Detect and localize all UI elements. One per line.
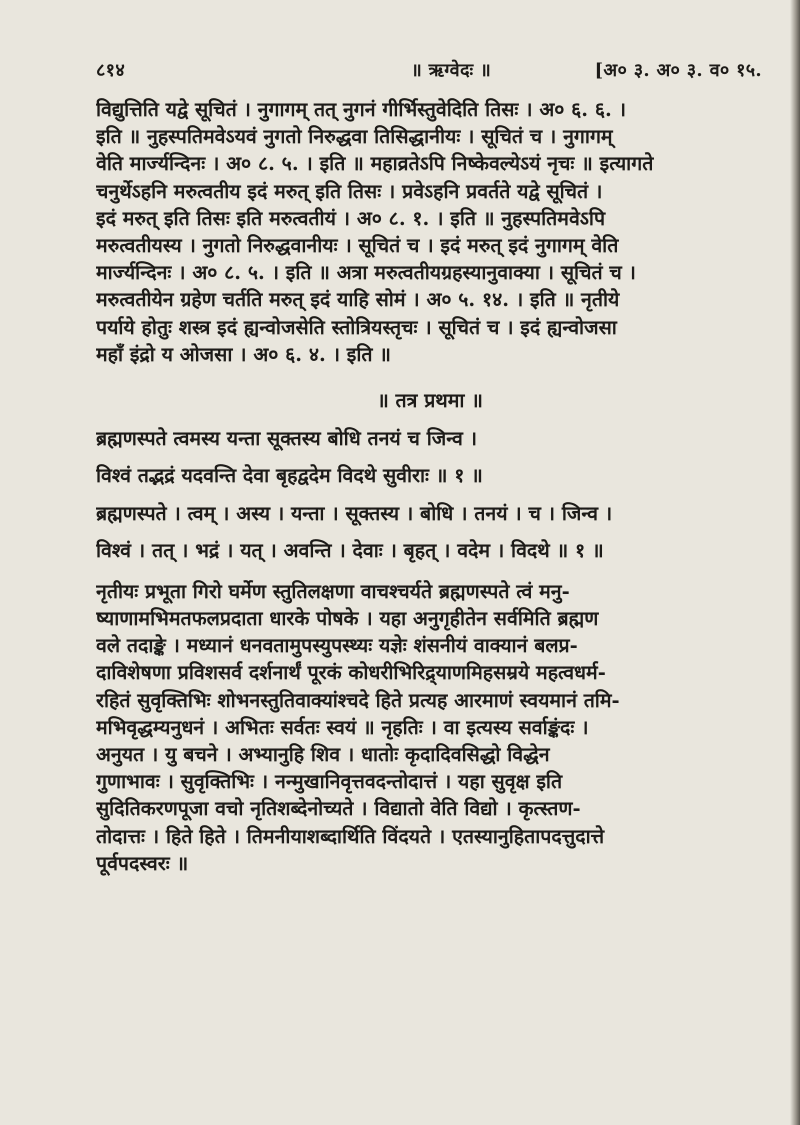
commentary-line: रहितं सुवृक्तिभिः शोभनस्तुतिवाक्यांश्चदे हिते प्रत्यह आरमाणं स्वयमानं तमि- — [96, 688, 620, 712]
commentary-line: अनुयत । यु बचने । अभ्यानुहि शिव । धातोः कृदादिवसिद्धो विद्धेन — [96, 743, 550, 766]
page-number: ८१४ — [96, 60, 125, 81]
prose-line: इदं मरुत् इति तिसः इति मरुत्वतीयं । अ० ८. १. । इति ॥ नुहस्पतिमवेऽपि — [96, 206, 606, 230]
top-prose-block — [96, 96, 764, 368]
verse-line: ब्रह्मणस्पते त्वमस्य यन्ता सूक्तस्य बोधि तनयं च जिन्व । — [96, 426, 478, 450]
commentary-line: मभिवृद्धम्यनुधनं । अभितः सर्वतः स्वयं ॥ नृहतिः । वा इत्यस्य सर्वाङ्कंदः । — [96, 715, 589, 739]
verse-line: विश्वं तद्भद्रं यदवन्ति देवा बृहद्वदेम विदथे सुवीराः ॥ १ ॥ — [96, 464, 483, 488]
commentary-line: वले तदाङ्के । मध्यानं धनवतामुपस्युपस्थ्यः यज्ञेः शंसनीयं वाक्यानं बलप्र- — [96, 634, 578, 658]
verse-line: विश्वं । तत् । भद्रं । यत् । अवन्ति । देवाः । बृहत् । वदेम । विदथे ॥ १ ॥ — [96, 539, 604, 563]
prose-line: मरुत्वतीयस्य । नुगतो निरुद्धवानीयः । सूचितं च । इदं मरुत् इदं नुगागम् वेति — [96, 233, 619, 257]
commentary-line: तोदात्तः । हिते हिते । तिमनीयाशब्दार्थिति विंदयते । एतस्यानुहितापदत्तुदात्ते — [96, 824, 605, 848]
verse-line: ब्रह्मणस्पते । त्वम् । अस्य । यन्ता । सूक्तस्य । बोधि । तनयं । च । जिन्व । — [96, 501, 613, 525]
page-body — [96, 96, 764, 1085]
commentary-line: पूर्वपदस्वरः ॥ — [96, 851, 189, 875]
prose-line: चनुर्थेऽहनि मरुत्वतीय इदं मरुत् इति तिसः । प्रवेऽहनि प्रवर्तते यद्वे सूचितं । — [96, 179, 603, 203]
scan-edge-shadow — [790, 0, 800, 1125]
prose-line: मरुत्वतीयेन ग्रहेण चर्तति मरुत् इदं याहि सोमं । अ० ५. १४. । इति ॥ नृतीये — [96, 288, 620, 312]
prose-line: मार्ज्यन्दिनः । अ० ८. ५. । इति ॥ अत्रा मरुत्वतीयग्रहस्यानुवाक्या । सूचितं च । — [96, 261, 636, 285]
commentary-line: नृतीयः प्रभूता गिरो घर्मेण स्तुतिलक्षणा वाचश्चर्यते ब्रह्मणस्पते त्वं मनु- — [96, 579, 570, 603]
prose-line: इति ॥ नुहस्पतिमवेऽयवं नुगतो निरुद्धवा तिसिद्धानीयः । सूचितं च । नुगागम् — [96, 125, 613, 149]
commentary-line: दाविशेषणा प्रविशसर्व दर्शनार्थं पूरकं कोधरीभिरिद्र्याणमिहसम्रये महत्वधर्म- — [96, 661, 606, 685]
running-title: ॥ ऋग्वेदः ॥ — [411, 60, 492, 81]
commentary-line: गुणाभावः । सुवृक्तिभिः । नन्मुखानिवृत्तवदन्तोदात्तं । यहा सुवृक्ष इति — [96, 770, 563, 794]
prose-line: वेति मार्ज्यन्दिनः । अ० ८. ५. । इति ॥ महाव्रतेऽपि निष्केवल्येऽयं नृचः ॥ इत्यागते — [96, 152, 654, 176]
section-heading: ॥ तत्र प्रथमा ॥ — [377, 388, 483, 412]
commentary-block — [96, 578, 764, 877]
prose-line: विद्युत्तिति यद्वे सूचितं । नुगागम् तत् नुगनं गीर्भिस्तुवेदिति तिसः । अ० ६. ६. । — [96, 98, 626, 121]
prose-line: महाँ इंद्रो य ओजसा । अ० ६. ४. । इति ॥ — [96, 342, 391, 366]
page-header — [96, 58, 762, 90]
commentary-line: ष्याणामभिमतफलप्रदाता धारके पोषके । यहा अनुगृहीतेन सर्वमिति ब्रह्मण — [96, 607, 599, 631]
section-reference: [अ० ३. अ० ३. व० १५. — [594, 60, 762, 81]
verse-block — [96, 420, 764, 570]
commentary-line: सुदितिकरणपूजा वचो नृतिशब्देनोच्यते । विद्यातो वेति विद्यो । कृत्स्तण- — [96, 797, 581, 821]
prose-line: पर्याये होतुः शस्त्र इदं ह्यन्वोजसेति स्तोत्रियस्तृचः । सूचितं च । इदं ह्यन्वोजसा — [96, 315, 617, 339]
